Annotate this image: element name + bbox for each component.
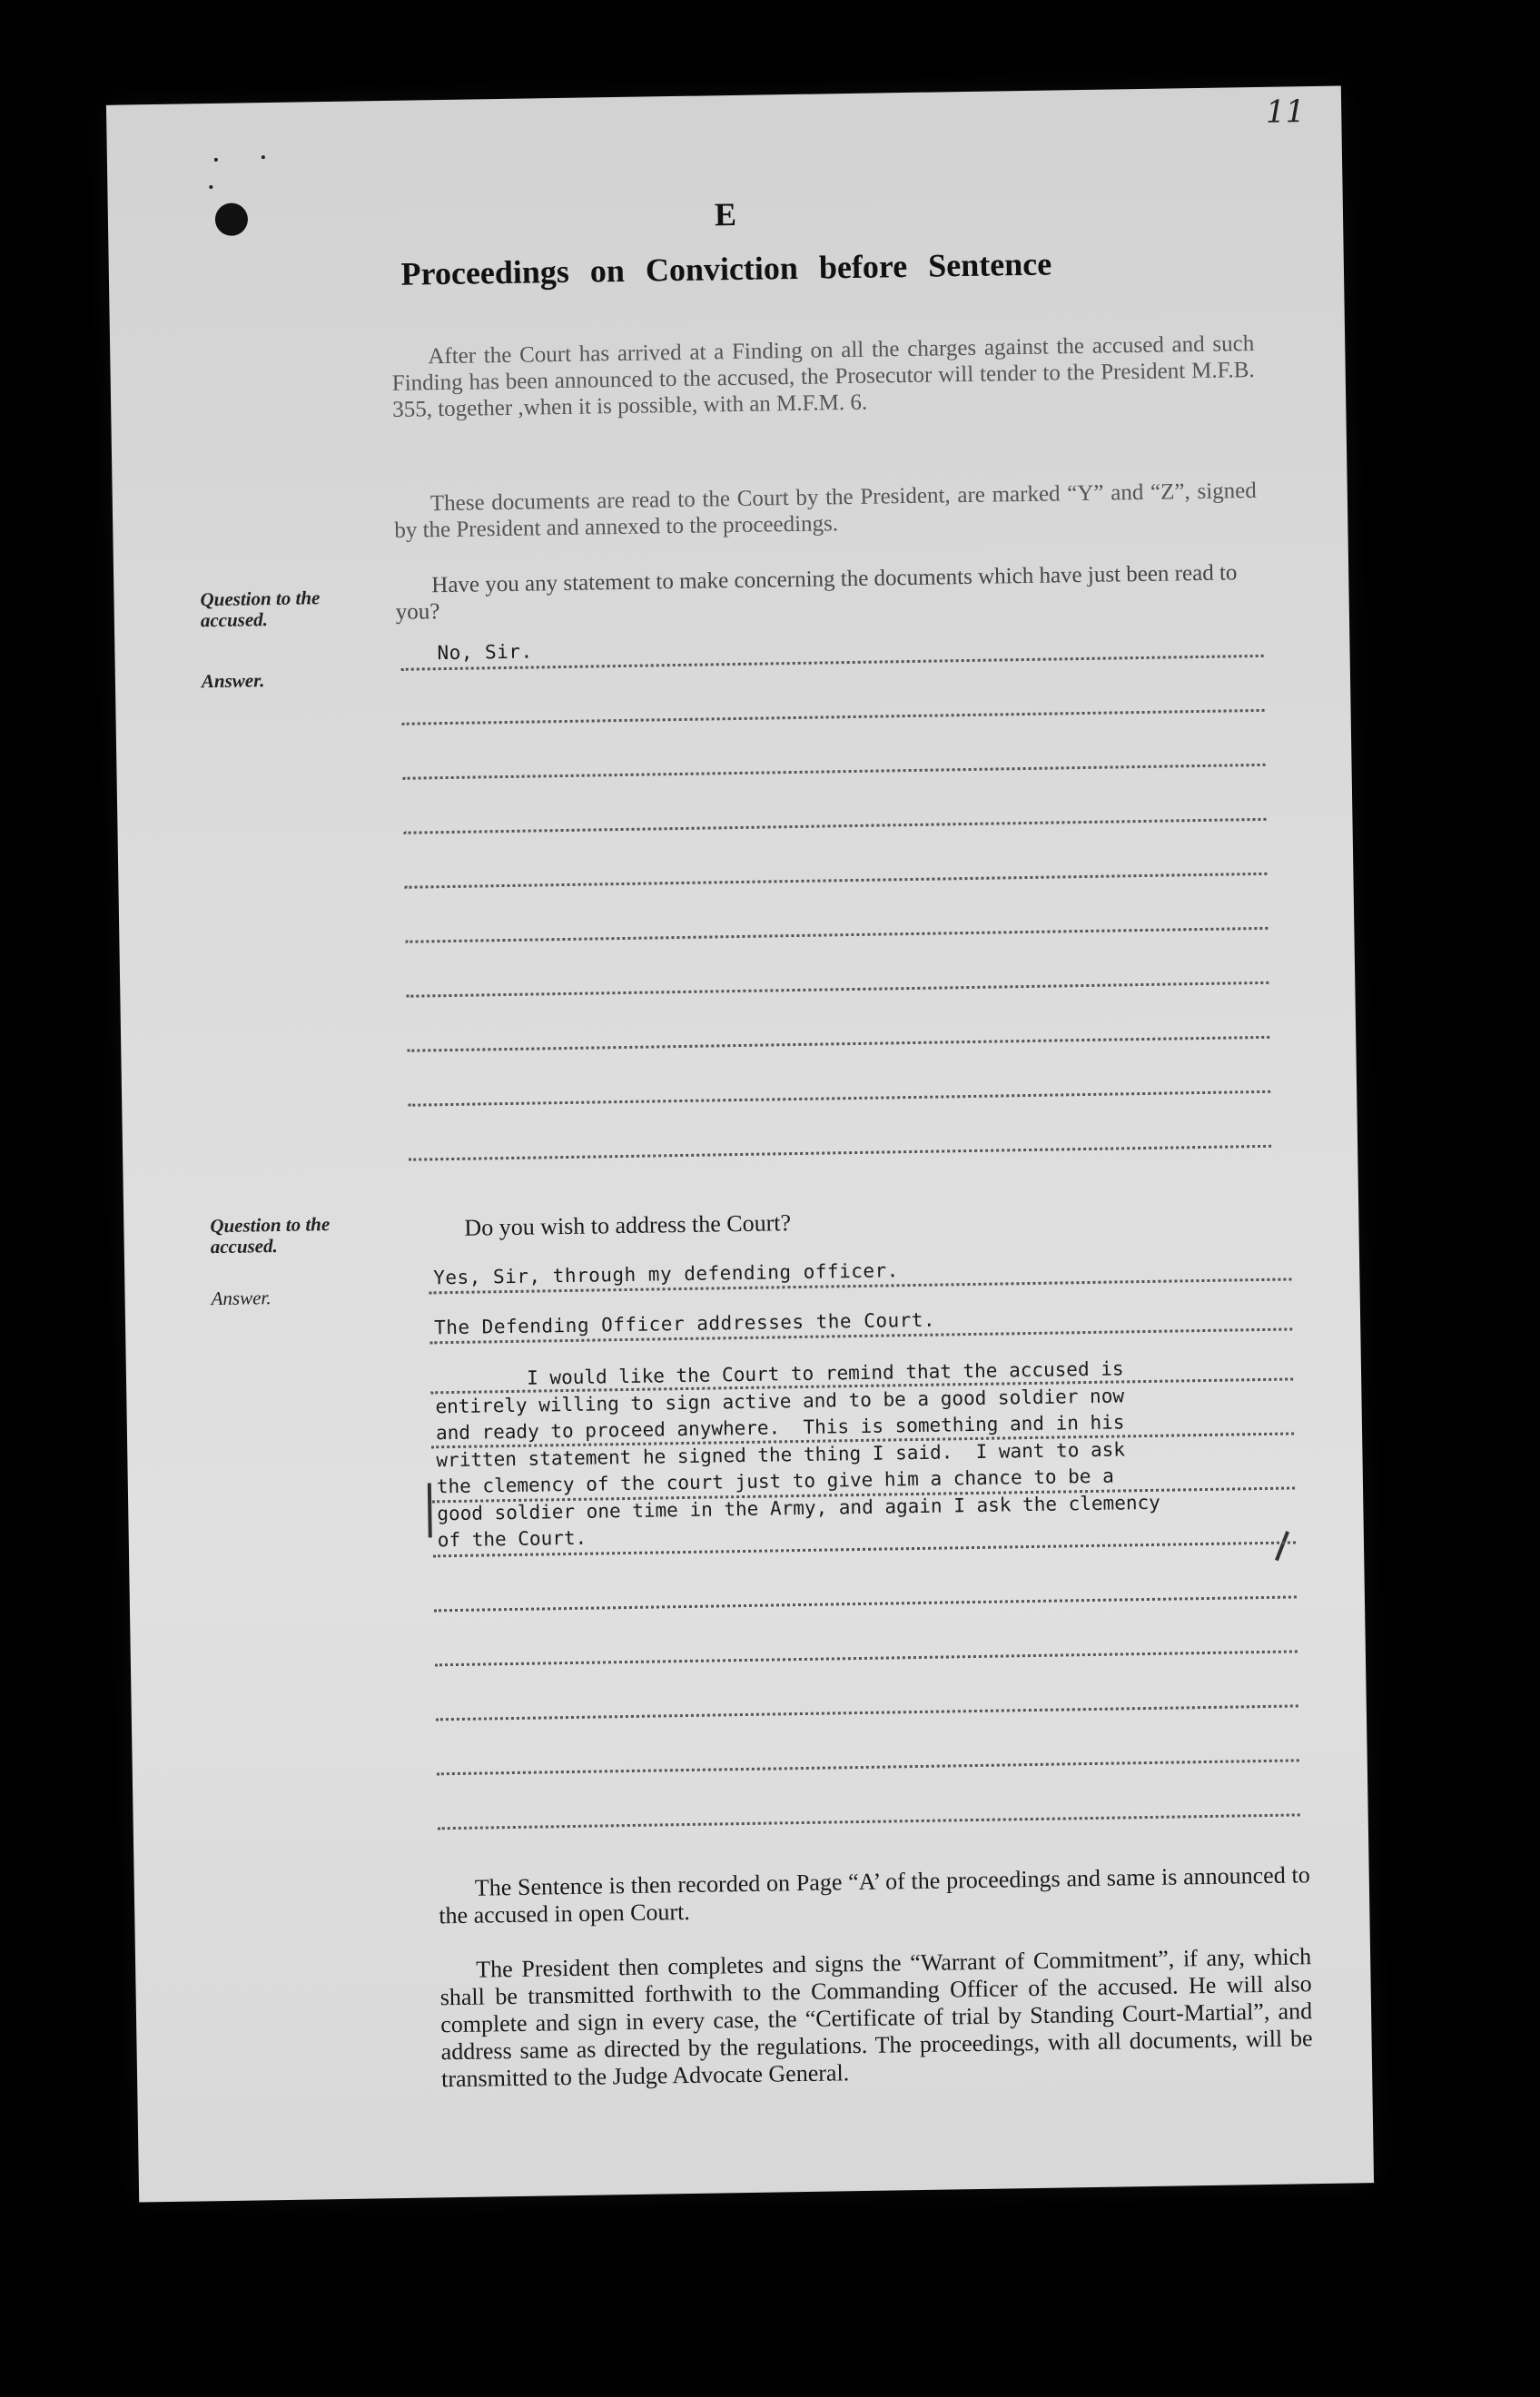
question-text: Do you wish to address the Court?: [464, 1209, 792, 1241]
question-text: Have you any statement to make concerning the documents which have just been read to you?: [395, 560, 1238, 625]
intro-paragraph-2: These documents are read to the Court by the President, are marked “Y” and “Z”, signed by the President and annexed to the proceedings.: [394, 478, 1257, 543]
answer-margin-label: Answer.: [201, 669, 265, 693]
statement-line: I would like the Court to remind that the accused is: [434, 1357, 1124, 1391]
answer-line: [434, 1595, 1297, 1612]
closing-paragraph-2: The President then completes and signs the “Warrant of Commitment”, if any, which shall be transmitted forthwith to the Commanding Officer of the accused. He will also complete and sign in every case, the “Certificate of trial by Standing Court-Martial”, and address same as directed by the regulations. The proceedings, with all documents, will be transmitted to the Judge Advocate General.: [439, 1943, 1313, 2093]
page-title: Proceedings on Conviction before Sentence: [400, 245, 1052, 292]
speck-mark: [209, 185, 212, 189]
speck-mark: [214, 158, 218, 162]
answer-margin-label: Answer.: [211, 1287, 271, 1310]
answer-line: [407, 1036, 1269, 1052]
answer-line: [435, 1650, 1298, 1666]
answer-text: No, Sir.: [437, 640, 533, 665]
answer-line: [437, 1759, 1299, 1775]
statement-line: and ready to proceed anywhere. This is something and in his: [435, 1411, 1125, 1445]
statement-line: of the Court.: [437, 1526, 587, 1552]
answer-line: [409, 1145, 1271, 1161]
answer-line: [406, 981, 1269, 998]
answer-line: [438, 1813, 1300, 1830]
answer-line: [402, 709, 1265, 725]
speck-mark: [262, 155, 265, 159]
section-letter: E: [714, 195, 737, 233]
statement-line: the clemency of the court just to give him a chance to be a: [436, 1465, 1114, 1498]
question-margin-label: Question to the accused.: [210, 1213, 331, 1258]
answer-line: [436, 1704, 1298, 1721]
statement-line: good soldier one time in the Army, and again I ask the clemency: [437, 1491, 1160, 1524]
answer-line: [404, 818, 1267, 834]
page-number: 11: [1265, 94, 1306, 131]
intro-paragraph-1: After the Court has arrived at a Finding on all the charges against the accused and such Finding has been announced to the accused, the Prosecutor will tender to the President M.F.B. 355, together ,when it is possible, with an M.F.M. 6.: [391, 330, 1255, 422]
document-page: [106, 85, 1374, 2202]
statement-line: written statement he signed the thing I said. I want to ask: [436, 1437, 1126, 1471]
statement-line: entirely willing to sign active and to be a good soldier now: [435, 1384, 1125, 1417]
answer-line: [404, 873, 1267, 889]
question-margin-label: Question to the accused.: [200, 587, 321, 632]
margin-slash-mark: [1275, 1531, 1289, 1561]
defending-officer-line: The Defending Officer addresses the Court.: [433, 1308, 936, 1339]
answer-line: [408, 1090, 1270, 1107]
answer-line: [405, 927, 1268, 943]
closing-paragraph-1: The Sentence is then recorded on Page “A’ of the proceedings and same is announced to the accused in open Court.: [439, 1861, 1310, 1929]
answer-text: Yes, Sir, through my defending officer.: [433, 1259, 899, 1289]
margin-bracket-mark: [428, 1483, 432, 1537]
answer-line: [403, 764, 1266, 780]
